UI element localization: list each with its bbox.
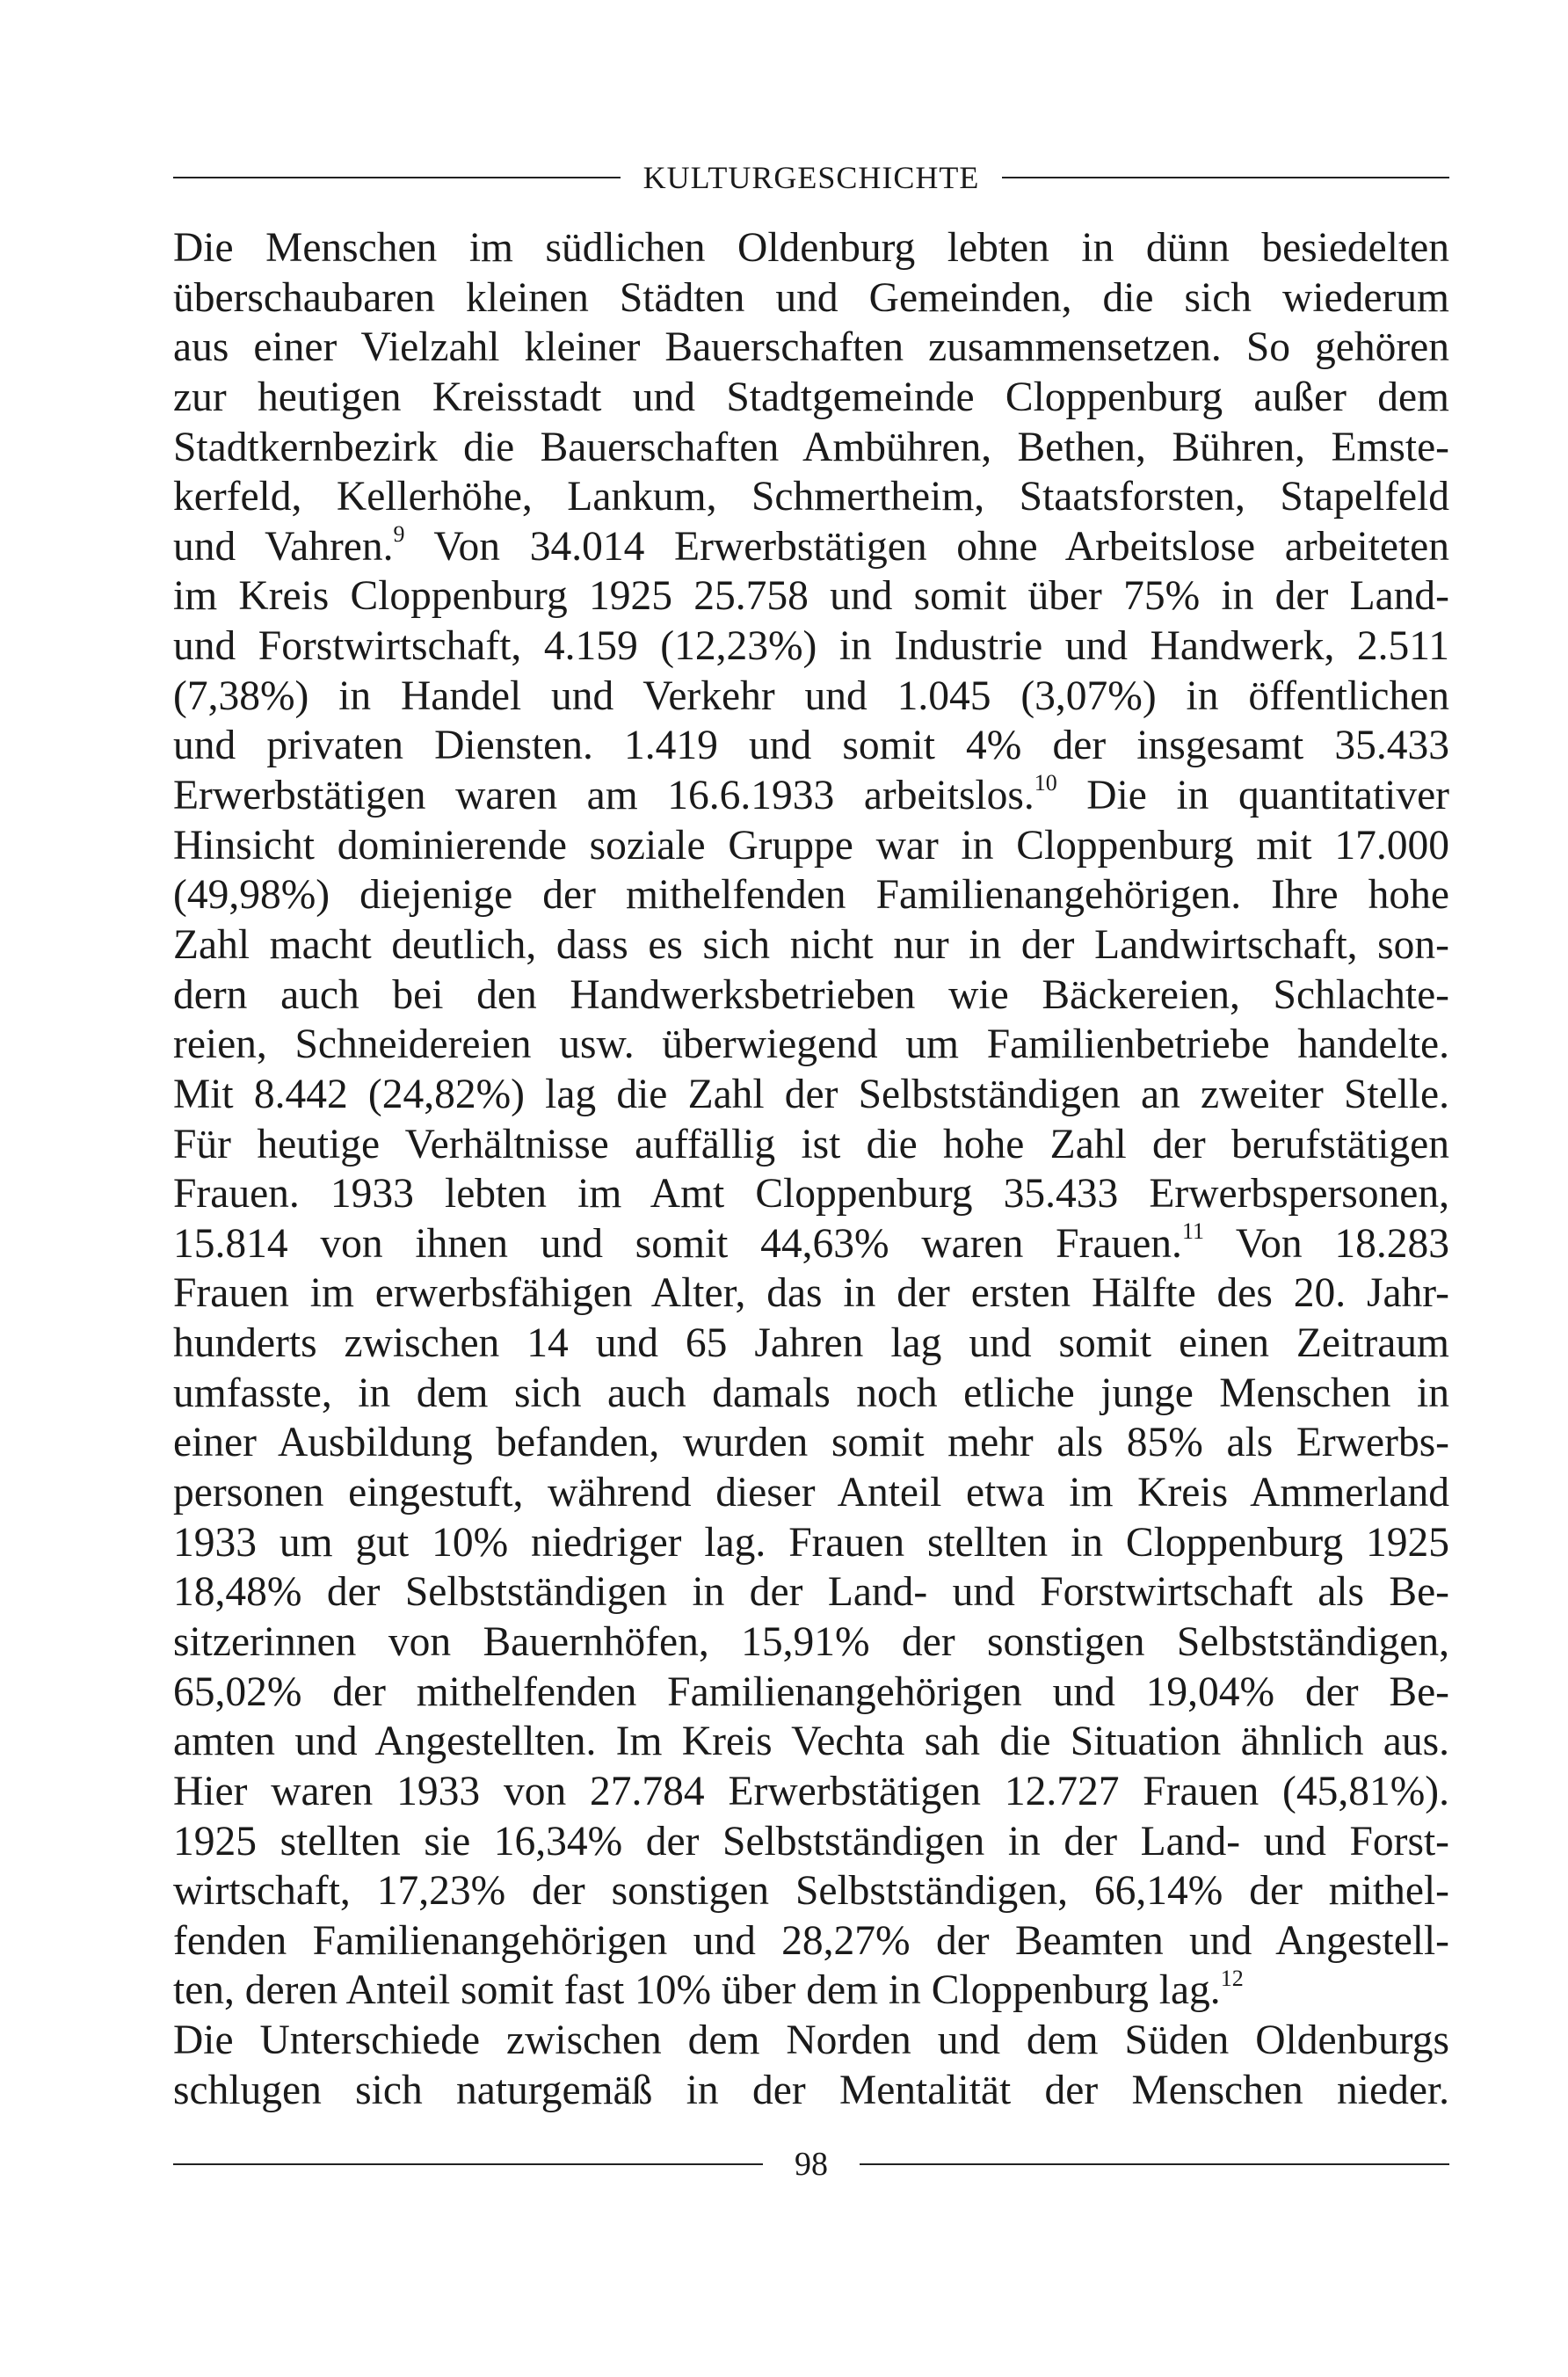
text-line: Frauen im erwerbsfähigen Alter, das in der ersten Hälfte des 20. Jahr- xyxy=(173,1270,1449,1317)
header-rule-right xyxy=(1002,177,1449,178)
running-title: KULTURGESCHICHTE xyxy=(642,160,980,195)
footer-rule-left xyxy=(173,2163,763,2165)
text-line: Mit 8.442 (24,82%) lag die Zahl der Selbstständigen an zweiter Stelle. xyxy=(173,1071,1449,1117)
text-line: (7,38%) in Handel und Verkehr und 1.045 (3,07%) in öffentlichen xyxy=(173,672,1449,719)
text-line: ten, deren Anteil somit fast 10% über dem in Cloppenburg lag.$^{12}$ xyxy=(173,1965,1244,2014)
text-line: 1925 stellten sie 16,34% der Selbstständigen in der Land- und Forst- xyxy=(173,1818,1449,1865)
header-rule-left xyxy=(173,177,621,178)
text-line: fenden Familienangehörigen und 28,27% der Beamten und Angestell- xyxy=(173,1917,1449,1964)
footnote-marker[interactable]: 10 xyxy=(1034,770,1057,796)
footnote-marker[interactable]: 12 xyxy=(1220,1965,1244,1991)
text-line: Frauen. 1933 lebten im Amt Cloppenburg 35.433 Erwerbspersonen, xyxy=(173,1171,1449,1218)
text-line: 65,02% der mithelfenden Familienangehörigen und 19,04% der Be- xyxy=(173,1668,1449,1715)
text-line: im Kreis Cloppenburg 1925 25.758 und somit über 75% in der Land- xyxy=(173,573,1449,620)
text-line: überschaubaren kleinen Städten und Gemeinden, die sich wiederum xyxy=(173,274,1449,321)
text-line: und Vahren.$^9$ Von 34.014 Erwerbstätigen ohne Arbeitslose arbeiteten xyxy=(173,521,1449,570)
body-text xyxy=(173,223,1449,2115)
text-line: Stadtkernbezirk die Bauerschaften Ambühren, Bethen, Bühren, Emste- xyxy=(173,424,1449,470)
paragraph xyxy=(173,2016,1449,2115)
paragraph xyxy=(173,223,1449,2016)
page-footer xyxy=(173,2138,1449,2191)
text-line: Erwerbstätigen waren am 16.6.1933 arbeitslos.$^{10}$ Die in quantitativer xyxy=(173,770,1449,819)
text-line: schlugen sich naturgemäß in der Mentalität der Menschen nieder. xyxy=(173,2067,1449,2113)
text-line: kerfeld, Kellerhöhe, Lankum, Schmertheim, Staatsforsten, Stapelfeld xyxy=(173,474,1449,520)
text-line: Hier waren 1933 von 27.784 Erwerbstätigen 12.727 Frauen (45,81%). xyxy=(173,1768,1449,1814)
text-line: Die Menschen im südlichen Oldenburg lebten in dünn besiedelten xyxy=(173,225,1449,271)
page-number: 98 xyxy=(795,2146,828,2183)
text-line: und Forstwirtschaft, 4.159 (12,23%) in Industrie und Handwerk, 2.511 xyxy=(173,623,1449,670)
text-line: Hinsicht dominierende soziale Gruppe war in Cloppenburg mit 17.000 xyxy=(173,822,1449,869)
text-line: reien, Schneidereien usw. überwiegend um Familienbetriebe handelte. xyxy=(173,1021,1449,1068)
text-line: Die Unterschiede zwischen dem Norden und dem Süden Oldenburgs xyxy=(173,2017,1449,2064)
footer-rule-right xyxy=(860,2163,1449,2165)
footnote-marker[interactable]: 9 xyxy=(393,521,405,548)
text-line: (49,98%) diejenige der mithelfenden Familienangehörigen. Ihre hohe xyxy=(173,872,1449,919)
text-line: Für heutige Verhältnisse auffällig ist die hohe Zahl der berufstätigen xyxy=(173,1121,1449,1167)
footnote-marker[interactable]: 11 xyxy=(1181,1218,1204,1244)
text-line: umfasste, in dem sich auch damals noch etliche junge Menschen in xyxy=(173,1370,1449,1416)
text-line: und privaten Diensten. 1.419 und somit 4% der insgesamt 35.433 xyxy=(173,723,1449,769)
text-line: aus einer Vielzahl kleiner Bauerschaften zusammensetzen. So gehören xyxy=(173,324,1449,371)
text-line: 15.814 von ihnen und somit 44,63% waren Frauen.$^{11}$ Von 18.283 xyxy=(173,1218,1449,1267)
text-line: sitzerinnen von Bauernhöfen, 15,91% der sonstigen Selbstständigen, xyxy=(173,1618,1449,1665)
text-line: amten und Angestellten. Im Kreis Vechta sah die Situation ähnlich aus. xyxy=(173,1719,1449,1765)
text-line: Zahl macht deutlich, dass es sich nicht nur in der Landwirtschaft, son- xyxy=(173,921,1449,968)
text-line: wirtschaft, 17,23% der sonstigen Selbstständigen, 66,14% der mithel- xyxy=(173,1868,1449,1915)
running-header xyxy=(173,151,1449,204)
text-line: 1933 um gut 10% niedriger lag. Frauen stellten in Cloppenburg 1925 xyxy=(173,1519,1449,1566)
text-line: hunderts zwischen 14 und 65 Jahren lag und somit einen Zeitraum xyxy=(173,1320,1449,1367)
text-line: einer Ausbildung befanden, wurden somit mehr als 85% als Erwerbs- xyxy=(173,1420,1449,1466)
text-line: personen eingestuft, während dieser Anteil etwa im Kreis Ammerland xyxy=(173,1470,1449,1516)
text-line: 18,48% der Selbstständigen in der Land- und Forstwirtschaft als Be- xyxy=(173,1569,1449,1616)
text-line: zur heutigen Kreisstadt und Stadtgemeinde Cloppenburg außer dem xyxy=(173,374,1449,420)
text-line: dern auch bei den Handwerksbetrieben wie Bäckereien, Schlachte- xyxy=(173,971,1449,1018)
